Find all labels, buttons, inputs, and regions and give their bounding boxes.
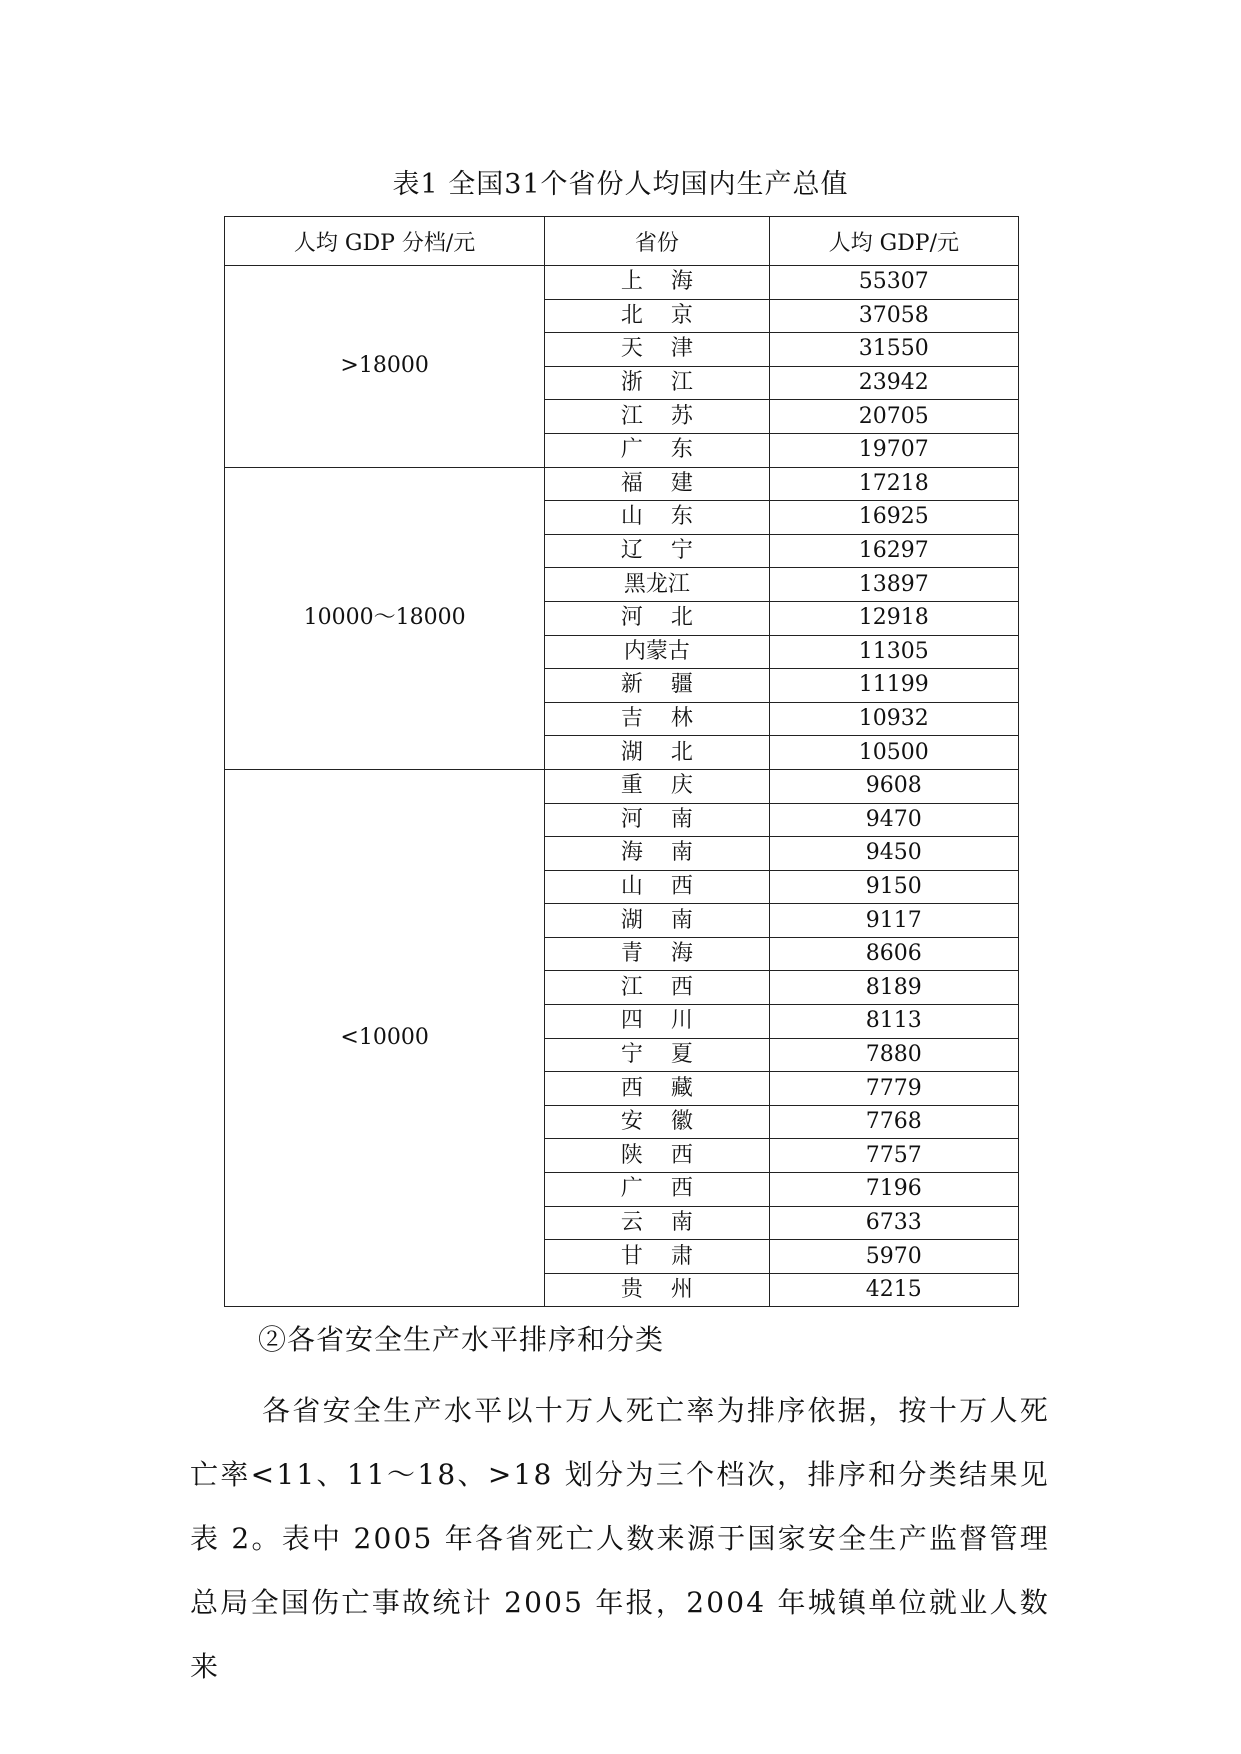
tier-cell: >18000 — [225, 266, 545, 468]
table-caption: 表1 全国31个省份人均国内生产总值 — [392, 169, 849, 200]
table-body — [225, 266, 1019, 1307]
table-header-row — [225, 217, 1019, 266]
province-char: 林 — [670, 706, 693, 732]
province-char: 陕 — [620, 1142, 643, 1168]
province-cell — [545, 837, 769, 871]
province-char: 庆 — [670, 773, 693, 799]
province-char: 江 — [620, 974, 643, 1000]
province-char: 西 — [670, 1176, 693, 1202]
province-char: 北 — [670, 605, 693, 631]
header-province: 省份 — [545, 217, 769, 266]
gdp-value-cell: 9608 — [769, 769, 1018, 803]
province-char: 南 — [670, 907, 693, 933]
gdp-value-cell: 55307 — [769, 266, 1018, 300]
province-char: 东 — [670, 504, 693, 530]
province-char: 州 — [670, 1277, 693, 1303]
province-cell — [545, 400, 769, 434]
province-char: 西 — [670, 974, 693, 1000]
province-char: 广 — [620, 437, 643, 463]
province-char: 四 — [620, 1008, 643, 1034]
gdp-value-cell: 8606 — [769, 937, 1018, 971]
province-char: 甘 — [620, 1243, 643, 1269]
province-char: 疆 — [670, 672, 693, 698]
gdp-value-cell: 31550 — [769, 333, 1018, 367]
province-cell — [545, 1206, 769, 1240]
province-char: 肃 — [670, 1243, 693, 1269]
province-cell — [545, 299, 769, 333]
province-cell — [545, 467, 769, 501]
gdp-value-cell: 23942 — [769, 366, 1018, 400]
province-char: 福 — [620, 470, 643, 496]
table-row — [225, 467, 1019, 501]
province-char: 南 — [670, 806, 693, 832]
province-char: 重 — [620, 773, 643, 799]
tier-cell: <10000 — [225, 769, 545, 1307]
province-char: 津 — [670, 336, 693, 362]
table-row — [225, 769, 1019, 803]
province-cell — [545, 333, 769, 367]
province-char: 西 — [670, 1142, 693, 1168]
gdp-value-cell: 9470 — [769, 803, 1018, 837]
province-char: 贵 — [620, 1277, 643, 1303]
header-gdp: 人均 GDP/元 — [769, 217, 1018, 266]
province-char: 河 — [620, 605, 643, 631]
province-cell — [545, 1173, 769, 1207]
province-char: 南 — [670, 840, 693, 866]
province-char: 云 — [620, 1209, 643, 1235]
province-char: 宁 — [620, 1041, 643, 1067]
gdp-value-cell: 9150 — [769, 870, 1018, 904]
gdp-value-cell: 9450 — [769, 837, 1018, 871]
province-char: 湖 — [620, 739, 643, 765]
province-cell — [545, 266, 769, 300]
province-char: 海 — [670, 269, 693, 295]
province-char: 浙 — [620, 370, 643, 396]
province-char: 宁 — [670, 538, 693, 564]
province-char: 西 — [670, 873, 693, 899]
province-cell — [545, 433, 769, 467]
province-cell — [545, 937, 769, 971]
gdp-value-cell: 6733 — [769, 1206, 1018, 1240]
province-char: 北 — [620, 302, 643, 328]
body-paragraph: 各省安全生产水平以十万人死亡率为排序依据，按十万人死亡率<11、11～18、>18 划分为三个档次，排序和分类结果见表 2。表中 2005 年各省死亡人数来源于国家安全生产监督管理总局全国伤亡事故统计 2005 年报，2004 年城镇单位就业人数来 — [190, 1394, 1050, 1683]
tier-cell: 10000～18000 — [225, 467, 545, 769]
gdp-value-cell: 12918 — [769, 601, 1018, 635]
province-cell — [545, 1240, 769, 1274]
province-cell — [545, 1038, 769, 1072]
province-char: 苏 — [670, 403, 693, 429]
province-cell — [545, 534, 769, 568]
province-char: 天 — [620, 336, 643, 362]
gdp-value-cell: 11199 — [769, 669, 1018, 703]
province-cell — [545, 669, 769, 703]
gdp-value-cell: 4215 — [769, 1273, 1018, 1307]
table-row — [225, 266, 1019, 300]
province-cell — [545, 702, 769, 736]
province-char: 辽 — [620, 538, 643, 564]
province-cell — [545, 904, 769, 938]
province-cell — [545, 971, 769, 1005]
province-char: 北 — [670, 739, 693, 765]
gdp-value-cell: 10500 — [769, 736, 1018, 770]
province-cell: 黑龙江 — [545, 568, 769, 602]
province-char: 湖 — [620, 907, 643, 933]
gdp-value-cell: 7779 — [769, 1072, 1018, 1106]
province-cell — [545, 1273, 769, 1307]
province-char: 建 — [670, 470, 693, 496]
province-cell — [545, 1139, 769, 1173]
section-subheading: ②各省安全生产水平排序和分类 — [258, 1323, 665, 1356]
gdp-value-cell: 13897 — [769, 568, 1018, 602]
gdp-value-cell: 8189 — [769, 971, 1018, 1005]
province-char: 广 — [620, 1176, 643, 1202]
province-char: 夏 — [670, 1041, 693, 1067]
province-char: 安 — [620, 1109, 643, 1135]
gdp-value-cell: 7880 — [769, 1038, 1018, 1072]
gdp-value-cell: 7757 — [769, 1139, 1018, 1173]
gdp-value-cell: 7768 — [769, 1105, 1018, 1139]
province-char: 南 — [670, 1209, 693, 1235]
province-char: 徽 — [670, 1109, 693, 1135]
province-char: 江 — [670, 370, 693, 396]
province-char: 吉 — [620, 706, 643, 732]
province-cell: 内蒙古 — [545, 635, 769, 669]
province-char: 江 — [620, 403, 643, 429]
province-char: 新 — [620, 672, 643, 698]
gdp-value-cell: 9117 — [769, 904, 1018, 938]
province-cell — [545, 736, 769, 770]
province-char: 海 — [620, 840, 643, 866]
province-char: 山 — [620, 873, 643, 899]
gdp-value-cell: 8113 — [769, 1005, 1018, 1039]
gdp-value-cell: 16297 — [769, 534, 1018, 568]
gdp-value-cell: 10932 — [769, 702, 1018, 736]
province-cell — [545, 1005, 769, 1039]
header-tier: 人均 GDP 分档/元 — [225, 217, 545, 266]
province-cell — [545, 1105, 769, 1139]
gdp-table — [224, 216, 1019, 1307]
province-char: 上 — [620, 269, 643, 295]
gdp-value-cell: 7196 — [769, 1173, 1018, 1207]
province-cell — [545, 601, 769, 635]
province-char: 青 — [620, 941, 643, 967]
province-char: 京 — [670, 302, 693, 328]
province-cell — [545, 803, 769, 837]
gdp-value-cell: 17218 — [769, 467, 1018, 501]
gdp-value-cell: 5970 — [769, 1240, 1018, 1274]
province-char: 西 — [620, 1075, 643, 1101]
province-char: 山 — [620, 504, 643, 530]
province-cell — [545, 366, 769, 400]
gdp-value-cell: 19707 — [769, 433, 1018, 467]
province-char: 藏 — [670, 1075, 693, 1101]
gdp-value-cell: 20705 — [769, 400, 1018, 434]
province-char: 东 — [670, 437, 693, 463]
province-cell — [545, 501, 769, 535]
province-char: 海 — [670, 941, 693, 967]
province-char: 川 — [670, 1008, 693, 1034]
gdp-value-cell: 37058 — [769, 299, 1018, 333]
gdp-value-cell: 16925 — [769, 501, 1018, 535]
province-char: 河 — [620, 806, 643, 832]
province-cell — [545, 870, 769, 904]
province-cell — [545, 1072, 769, 1106]
gdp-value-cell: 11305 — [769, 635, 1018, 669]
province-cell — [545, 769, 769, 803]
